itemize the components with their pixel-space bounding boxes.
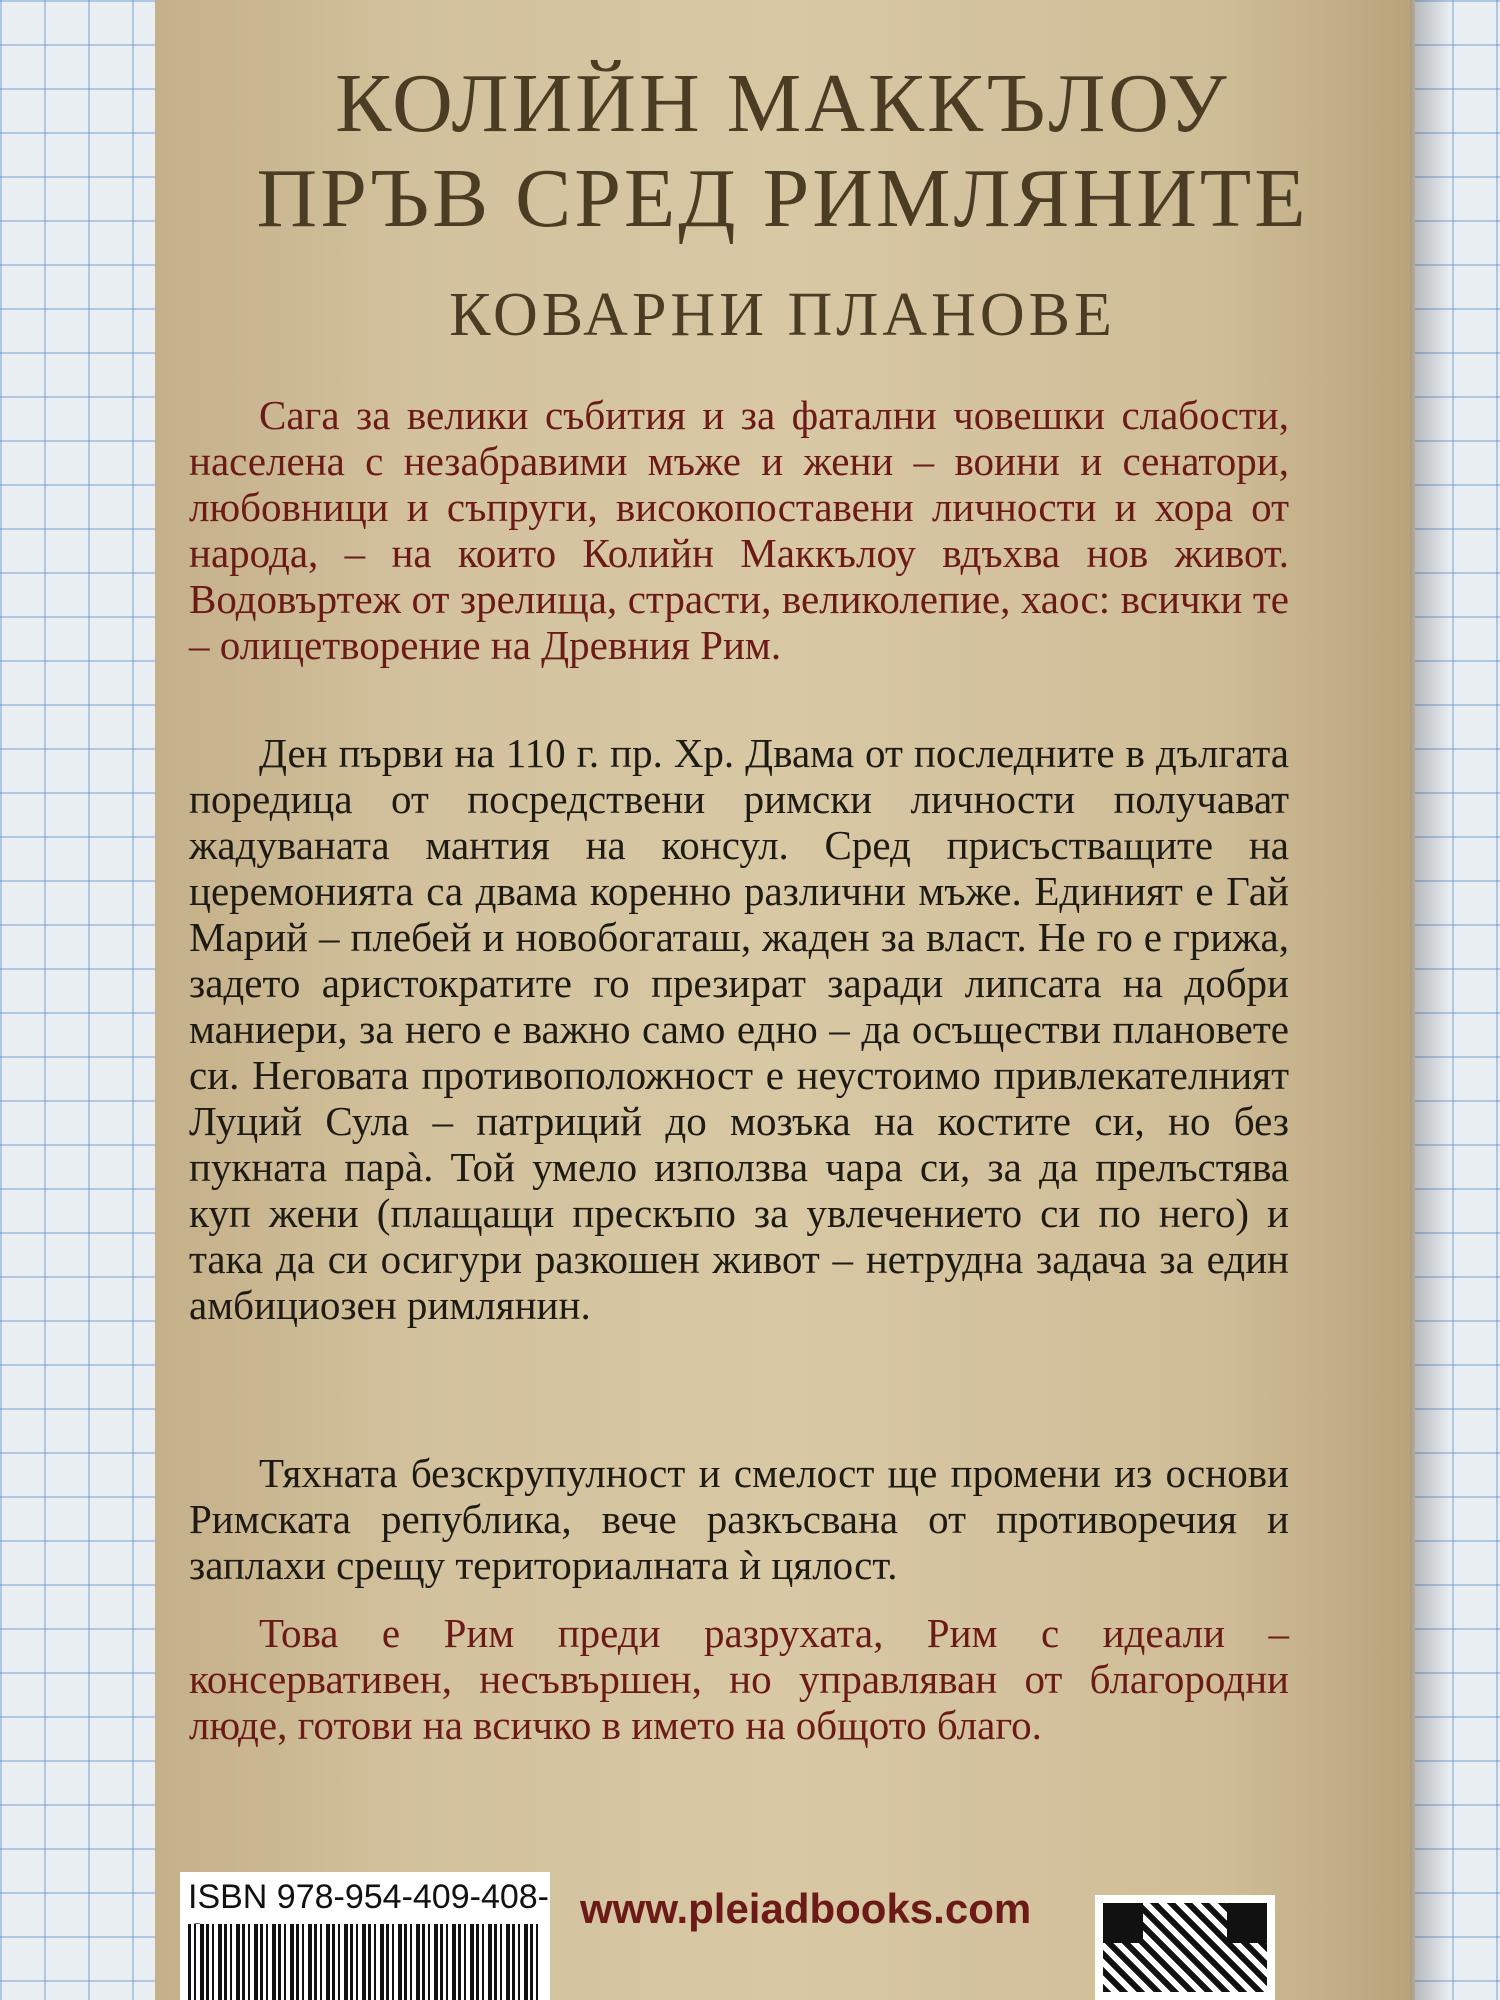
blurb-paragraph-1: Сага за велики събития и за фатални човешки слабости, населена с незабравими мъже и жени – воини и сенатори, любовници и съпруги, високопоставени личности и хора от народа, – на които Колийн Маккълоу вдъхва нов живот. Водовъртеж от зрелища, страсти, великолепие, хаос: всички те – олицетворение на Древния Рим. (189, 392, 1289, 668)
blurb-paragraph-3: Тяхната безскрупулност и смелост ще промени из основи Римската република, вече разкъсвана от противоречия и заплахи срещу териториалната ѝ цялост. (189, 1450, 1289, 1588)
publisher-website: www.pleiadbooks.com (580, 1885, 1032, 1932)
series-title: ПРЪВ СРЕД РИМЛЯНИТЕ (256, 152, 1309, 245)
isbn-number: ISBN 978-954-409-408- (188, 1878, 550, 1916)
blurb-paragraph-2: Ден първи на 110 г. пр. Хр. Двама от последните в дългата поредица от посредствени римски личности получават жадуваната мантия на консул. Сред присъстващите на церемонията са двама коренно различни мъже. Единият е Гай Марий – плебей и новобогаташ, жаден за власт. Не го е грижа, задето аристократите го презират заради липсата на добри маниери, за него е важно само едно – да осъществи плановете си. Неговата противоположност е неустоимо привлекателният Луций Сула – патриций до мозъка на костите си, но без пукната парà. Той умело използва чара си, за да прелъстява куп жени (плащащи прескъпо за увлечението си по него) и така да си осигури разкошен живот – нетрудна задача за един амбициозен римлянин. (189, 730, 1289, 1328)
spine-shadow (1410, 0, 1450, 2000)
barcode-icon (188, 1924, 540, 2000)
book-back-cover (155, 0, 1410, 2000)
isbn-barcode-label (180, 1872, 550, 2000)
qr-code-icon (1095, 1895, 1275, 2000)
author-name: КОЛИЙН МАККЪЛОУ (335, 57, 1230, 150)
book-title: КОВАРНИ ПЛАНОВЕ (449, 281, 1116, 349)
qr-code-pattern (1103, 1903, 1267, 1992)
blurb-paragraph-4: Това е Рим преди разрухата, Рим с идеали – консервативен, несъвършен, но управляван от благородни люде, готови на всичко в името на общото благо. (189, 1610, 1289, 1748)
